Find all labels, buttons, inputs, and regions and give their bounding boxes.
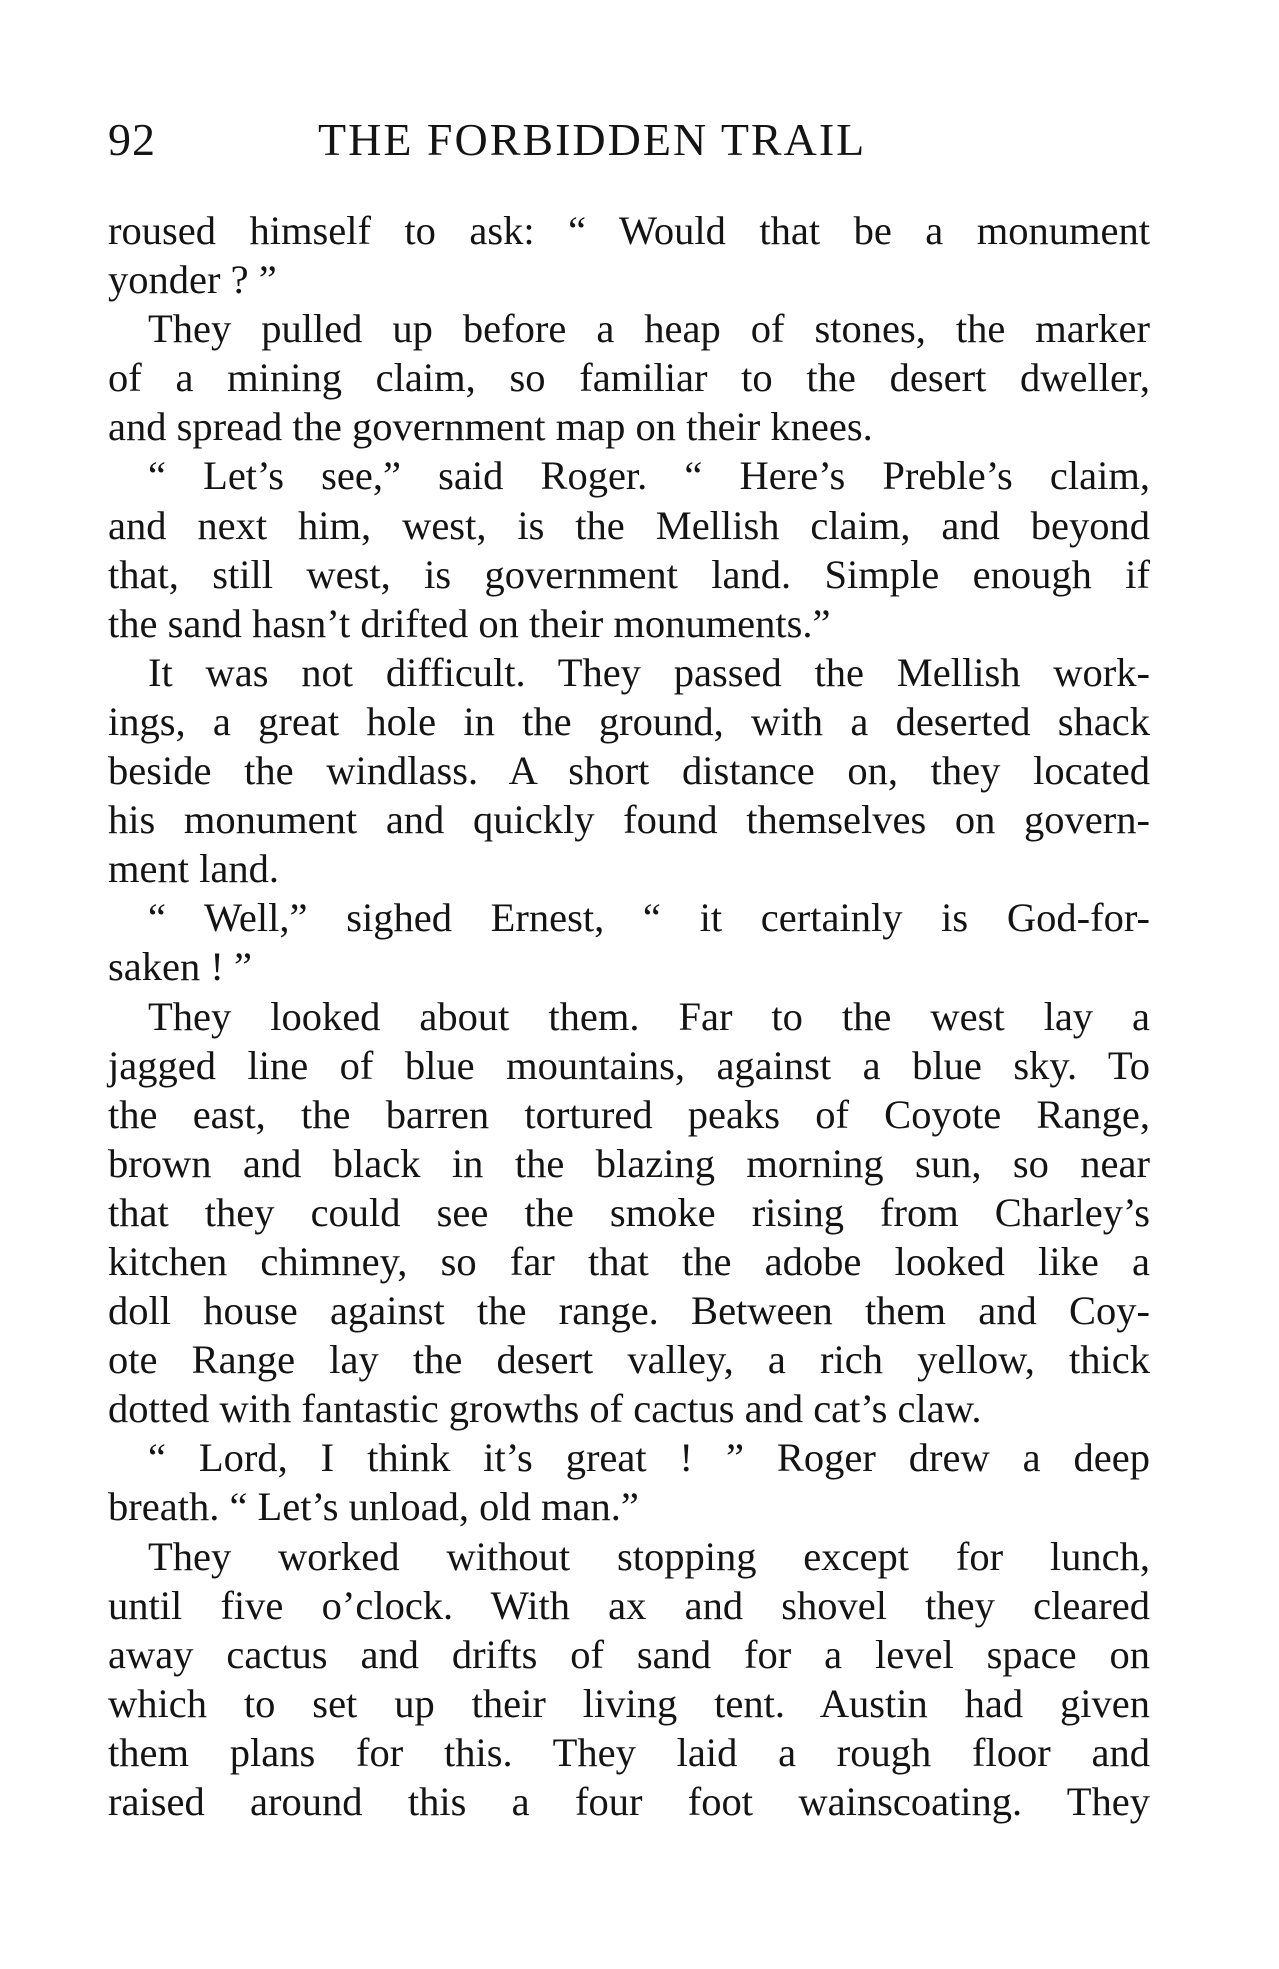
text-line: beside the windlass. A short distance on, they located xyxy=(108,748,1150,794)
text-line: and spread the government map on their knees. xyxy=(108,404,873,450)
text-line: kitchen chimney, so far that the adobe looked like a xyxy=(108,1238,1150,1284)
text-line: and next him, west, is the Mellish claim, and beyond xyxy=(108,502,1150,548)
paragraph-first-line: They worked without stopping except for lunch, xyxy=(148,1533,1150,1579)
text-line: which to set up their living tent. Austin had given xyxy=(108,1680,1150,1726)
paragraph-first-line: They looked about them. Far to the west lay a xyxy=(148,993,1150,1039)
text-line: raised around this a four foot wainscoating. They xyxy=(108,1779,1150,1824)
page-number: 92 xyxy=(108,114,156,165)
text-line: them plans for this. They laid a rough floor and xyxy=(108,1729,1150,1775)
text-line: breath. “ Let’s unload, old man.” xyxy=(108,1484,639,1530)
body-text xyxy=(108,206,1150,1826)
paragraph-first-line: “ Well,” sighed Ernest, “ it certainly is God-for- xyxy=(148,895,1150,941)
paragraph-first-line: They pulled up before a heap of stones, the marker xyxy=(148,306,1150,352)
paragraph-first-line: “ Let’s see,” said Roger. “ Here’s Preble’s claim, xyxy=(148,453,1150,499)
text-line: ote Range lay the desert valley, a rich yellow, thick xyxy=(108,1337,1150,1383)
running-head xyxy=(108,110,1150,170)
text-line: doll house against the range. Between them and Coy- xyxy=(108,1288,1150,1334)
text-line: his monument and quickly found themselves on govern- xyxy=(108,797,1150,843)
text-line: away cactus and drifts of sand for a level space on xyxy=(108,1631,1150,1677)
text-line: of a mining claim, so familiar to the desert dweller, xyxy=(108,355,1150,401)
text-line: brown and black in the blazing morning sun, so near xyxy=(108,1140,1150,1186)
text-line: the east, the barren tortured peaks of Coyote Range, xyxy=(108,1091,1150,1137)
text-line: ment land. xyxy=(108,846,279,892)
text-line: the sand hasn’t drifted on their monuments.” xyxy=(108,600,831,646)
text-line: jagged line of blue mountains, against a blue sky. To xyxy=(108,1042,1150,1088)
paragraph-first-line: “ Lord, I think it’s great ! ” Roger drew a deep xyxy=(148,1435,1150,1481)
text-line: dotted with fantastic growths of cactus and cat’s claw. xyxy=(108,1386,982,1432)
text-line: that they could see the smoke rising from Charley’s xyxy=(108,1189,1150,1235)
text-line: that, still west, is government land. Simple enough if xyxy=(108,551,1150,597)
running-title: THE FORBIDDEN TRAIL xyxy=(318,114,867,165)
text-line: until five o’clock. With ax and shovel they cleared xyxy=(108,1582,1150,1628)
paragraph-first-line: It was not difficult. They passed the Mellish work- xyxy=(148,649,1150,695)
text-line: roused himself to ask: “ Would that be a monument xyxy=(108,208,1150,253)
text-line: ings, a great hole in the ground, with a deserted shack xyxy=(108,698,1150,744)
text-line: saken ! ” xyxy=(108,944,252,990)
text-line: yonder ? ” xyxy=(108,257,277,303)
